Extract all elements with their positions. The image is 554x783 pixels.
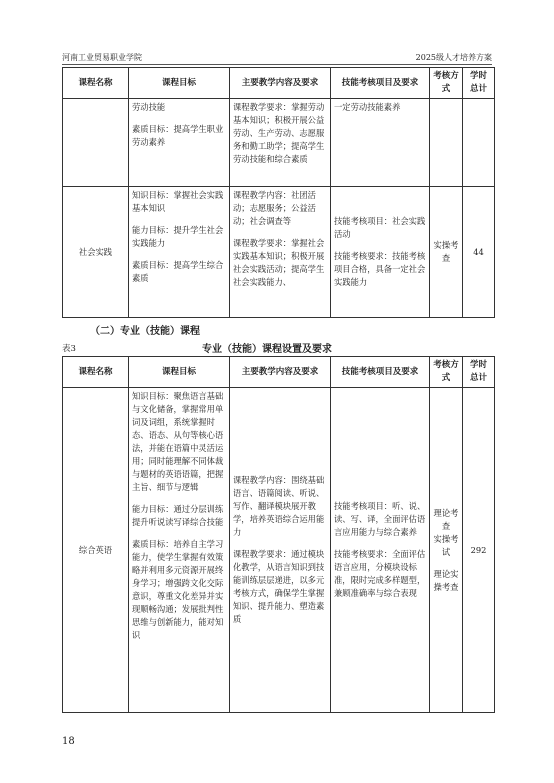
goal-text: 素质目标：培养自主学习能力，使学生掌握有效策略并利用多元资源开展终身学习；增强跨文化交际意识，尊重文化差异并实现顺畅沟通；发展批判性思维与创新能力，能对知识 xyxy=(132,539,224,640)
table-title: 专业（技能）课程设置及要求 xyxy=(202,344,332,355)
teaching-content-cell: 课程教学要求：掌握劳动基本知识；积极开展公益劳动、生产劳动、志愿服务和勤工助学；提高学生劳动技能和综合素质 xyxy=(230,99,331,187)
goal-text: 劳动技能 xyxy=(132,102,166,112)
course-name-cell: 综合英语 xyxy=(63,388,129,713)
table-header-row xyxy=(63,68,495,99)
method-text: 实操考试 xyxy=(433,533,459,557)
hours-cell: 292 xyxy=(463,388,495,713)
course-table-continued xyxy=(62,67,495,318)
content-text: 课程教学内容：社团活动；志愿服务；公益活动；社会调查等 xyxy=(233,190,316,226)
table-header-row xyxy=(63,357,495,388)
col-total-hours: 学时总计 xyxy=(463,357,495,388)
goal-text: 知识目标：掌握社会实践基本知识 xyxy=(132,190,224,213)
goal-text: 素质目标：提高学生职业劳动素养 xyxy=(132,124,224,147)
skill-text: 技能考核项目：社会实践活动 xyxy=(334,216,426,239)
hours-cell: 44 xyxy=(463,187,495,318)
course-name-cell xyxy=(63,99,129,187)
content-text: 课程教学内容：围绕基础语言、语篇阅读、听说、写作、翻译模块展开教学，培养英语综合运用能力 xyxy=(233,475,325,537)
col-course-name: 课程名称 xyxy=(63,357,129,388)
page-number: 18 xyxy=(62,736,75,747)
course-name-cell: 社会实践 xyxy=(63,187,129,318)
col-assessment-method: 考核方式 xyxy=(430,357,463,388)
teaching-content-cell xyxy=(230,388,331,713)
skill-cell: 一定劳动技能素养 xyxy=(331,99,430,187)
col-course-goal: 课程目标 xyxy=(129,357,230,388)
skill-cell xyxy=(331,187,430,318)
content-text: 课程教学要求：通过模块化教学，从语言知识到技能训练层层递进，以多元考核方式，确保学生掌握知识、提升能力、塑造素质 xyxy=(233,549,325,624)
skill-text: 技能考核要求：技能考核项目合格，具备一定社会实践能力 xyxy=(334,251,426,287)
table-row xyxy=(63,187,495,318)
skill-text: 技能考核要求：全面评估语言应用，分模块设标准，限时完成多样题型，兼顾准确率与综合表现 xyxy=(334,549,426,598)
teaching-content-cell xyxy=(230,187,331,318)
col-course-goal: 课程目标 xyxy=(129,68,230,99)
course-goal-cell xyxy=(129,99,230,187)
content-text: 课程教学要求：掌握社会实践基本知识；积极开展社会实践活动；提高学生社会实践能力、 xyxy=(233,238,325,287)
hours-cell xyxy=(463,99,495,187)
col-course-name: 课程名称 xyxy=(63,68,129,99)
table-row xyxy=(63,388,495,713)
page-header xyxy=(62,50,492,65)
skill-text: 技能考核项目：听、说、读、写、译，全面评估语言应用能力与综合素养 xyxy=(334,501,426,537)
col-teaching-content: 主要教学内容及要求 xyxy=(230,357,331,388)
table-row xyxy=(63,99,495,187)
document-title: 2025级人才培养方案 xyxy=(415,53,492,62)
section-title: （二）专业（技能）课程 xyxy=(90,326,200,337)
goal-text: 知识目标：聚焦语言基础与文化储备，掌握常用单词及词组，系统掌握时态、语态、从句等核心语法，并能在语篇中灵活运用；同时能理解不同体裁与题材的英语语篇，把握主旨、细节与逻辑 xyxy=(132,391,224,492)
course-table xyxy=(62,356,495,713)
course-goal-cell xyxy=(129,388,230,713)
goal-text: 素质目标：提高学生综合素质 xyxy=(132,260,224,283)
method-text: 理论考查 xyxy=(433,507,459,531)
school-name: 河南工业贸易职业学院 xyxy=(62,53,142,62)
col-assessment-method: 考核方式 xyxy=(430,68,463,99)
course-goal-cell xyxy=(129,187,230,318)
goal-text: 能力目标：提升学生社会实践能力 xyxy=(132,225,224,248)
col-skill-assessment: 技能考核项目及要求 xyxy=(331,357,430,388)
method-cell xyxy=(430,99,463,187)
goal-text: 能力目标：通过分层训练提升听说读写译综合技能 xyxy=(132,504,224,527)
col-total-hours: 学时总计 xyxy=(463,68,495,99)
col-skill-assessment: 技能考核项目及要求 xyxy=(331,68,430,99)
method-cell xyxy=(430,388,463,713)
method-cell: 实操考查 xyxy=(430,187,463,318)
table-label: 表3 xyxy=(62,344,76,354)
method-text: 理论实操考查 xyxy=(433,568,459,592)
skill-cell xyxy=(331,388,430,713)
col-teaching-content: 主要教学内容及要求 xyxy=(230,68,331,99)
